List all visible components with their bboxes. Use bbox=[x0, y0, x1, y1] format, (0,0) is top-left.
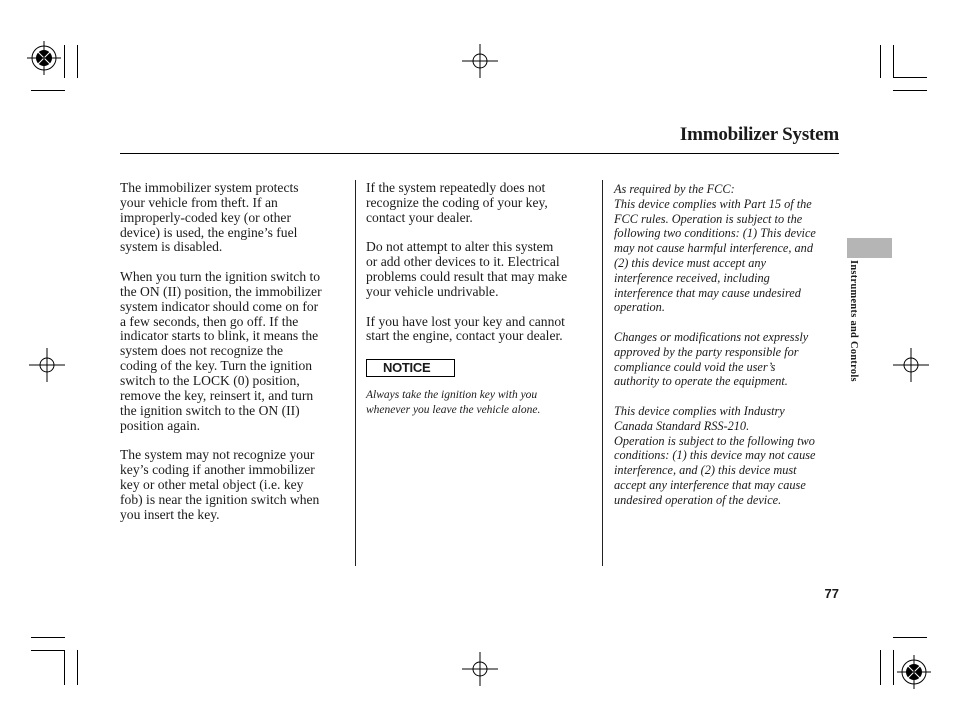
crosshair-icon bbox=[29, 348, 65, 382]
notice-text: Always take the ignition key with you whenever you leave the vehicle alone. bbox=[366, 389, 541, 416]
title-divider bbox=[120, 153, 839, 154]
paragraph: As required by the FCC: This device complies with Part 15 of the FCC rules. Operation is subject to the following two conditions: (1) This device may not cause harmful interference, and (2) this device must accept any interference received, including interference that may cause undesired operation. bbox=[614, 182, 816, 315]
crosshair-icon bbox=[462, 652, 498, 686]
crosshair-icon bbox=[893, 348, 929, 382]
crosshair-icon bbox=[462, 44, 498, 78]
registration-target-icon bbox=[892, 654, 936, 690]
fcc-statement bbox=[614, 182, 846, 522]
column-divider bbox=[602, 180, 603, 566]
paragraph: When you turn the ignition switch to the ON (II) position, the immobilizer system indicator should come on for a few seconds, then go off. If the indicator starts to blink, it means the system does not recognize the coding of the key. Turn the ignition switch to the LOCK (0) position, remove the key, reinsert it, and turn the ignition switch to the ON (II) position again. bbox=[120, 269, 322, 433]
notice-label: NOTICE bbox=[366, 359, 455, 377]
page-title: Immobilizer System bbox=[679, 124, 839, 145]
paragraph: If the system repeatedly does not recognize the coding of your key, contact your dealer. bbox=[366, 180, 548, 225]
paragraph: This device complies with Industry Canada Standard RSS-210. Operation is subject to the following two conditions: (1) this device may not cause interference, and (2) this device must accept any interference that may cause undesired operation of the device. bbox=[614, 403, 816, 507]
paragraph: Do not attempt to alter this system or add other devices to it. Electrical problems could result that may make your vehicle undrivable. bbox=[366, 239, 568, 299]
text-column-1 bbox=[120, 181, 350, 537]
section-label: Instruments and Controls bbox=[848, 260, 859, 382]
paragraph: The immobilizer system protects your vehicle from theft. If an improperly-coded key (or other device) is used, the engine’s fuel system is disabled. bbox=[120, 180, 299, 255]
text-column-2 bbox=[366, 181, 598, 359]
registration-target-icon bbox=[22, 40, 66, 76]
paragraph: Changes or modifications not expressly approved by the party responsible for compliance could void the user’s authority to operate the equipment. bbox=[614, 329, 809, 389]
column-divider bbox=[355, 180, 356, 566]
paragraph: The system may not recognize your key’s coding if another immobilizer key or other metal object (i.e. key fob) is near the ignition switch when you insert the key. bbox=[120, 447, 320, 522]
section-tab bbox=[847, 238, 892, 258]
page-number: 77 bbox=[824, 586, 839, 601]
paragraph: If you have lost your key and cannot start the engine, contact your dealer. bbox=[366, 313, 565, 344]
